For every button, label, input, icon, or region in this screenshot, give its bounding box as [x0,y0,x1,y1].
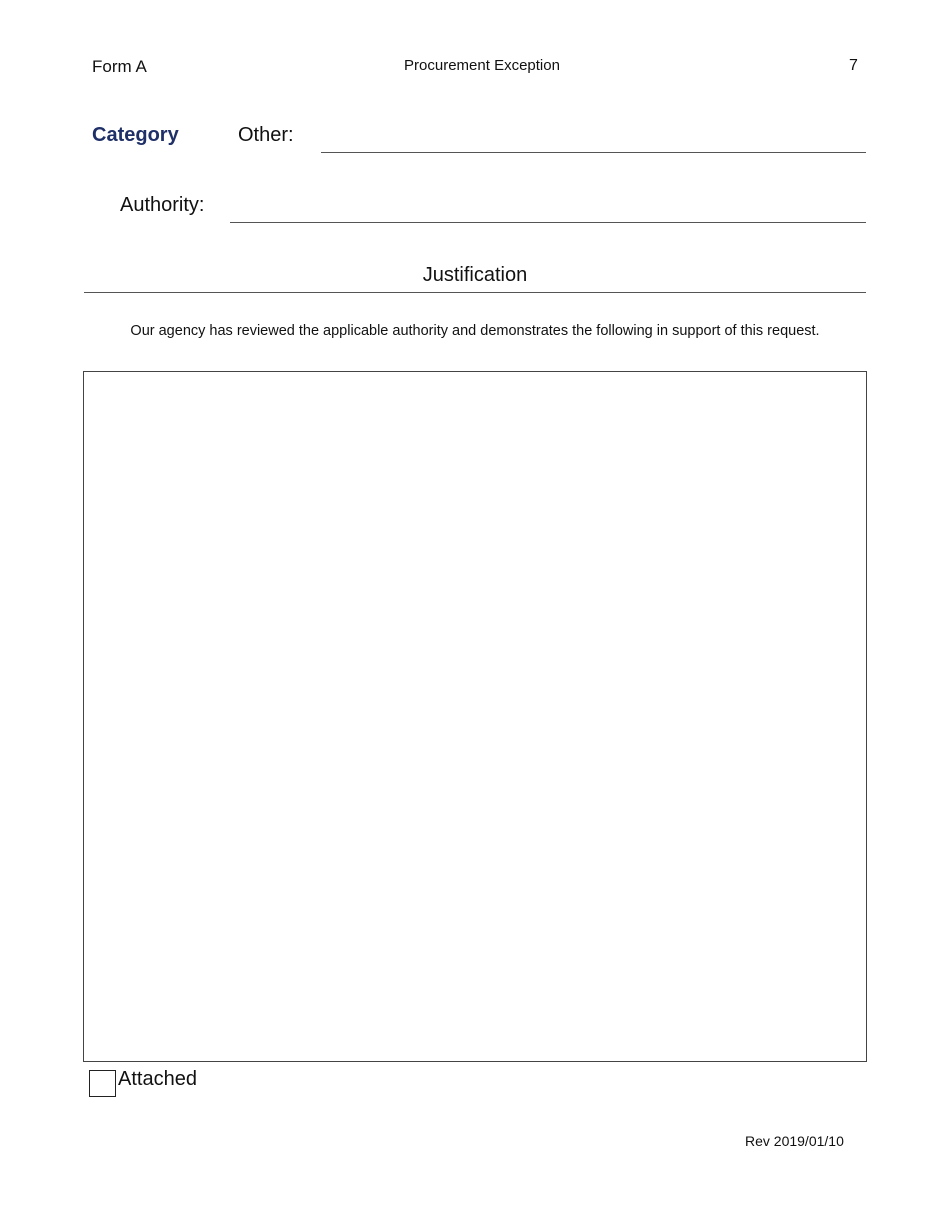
page-number: 7 [849,57,858,74]
other-input-field[interactable] [321,152,866,153]
authority-label: Authority: [120,194,205,216]
authority-input-field[interactable] [230,222,866,223]
justification-heading: Justification [422,264,528,286]
justification-text-area[interactable] [83,371,867,1062]
form-title: Procurement Exception [404,57,560,74]
justification-divider [84,292,866,293]
revision-date: Rev 2019/01/10 [745,1133,844,1149]
attached-checkbox[interactable] [89,1070,116,1097]
category-heading: Category [92,124,179,146]
justification-statement: Our agency has reviewed the applicable authority and demonstrates the following in support of this request. [130,323,820,339]
form-label: Form A [92,57,147,76]
other-label: Other: [238,124,294,146]
attached-label: Attached [118,1068,197,1090]
